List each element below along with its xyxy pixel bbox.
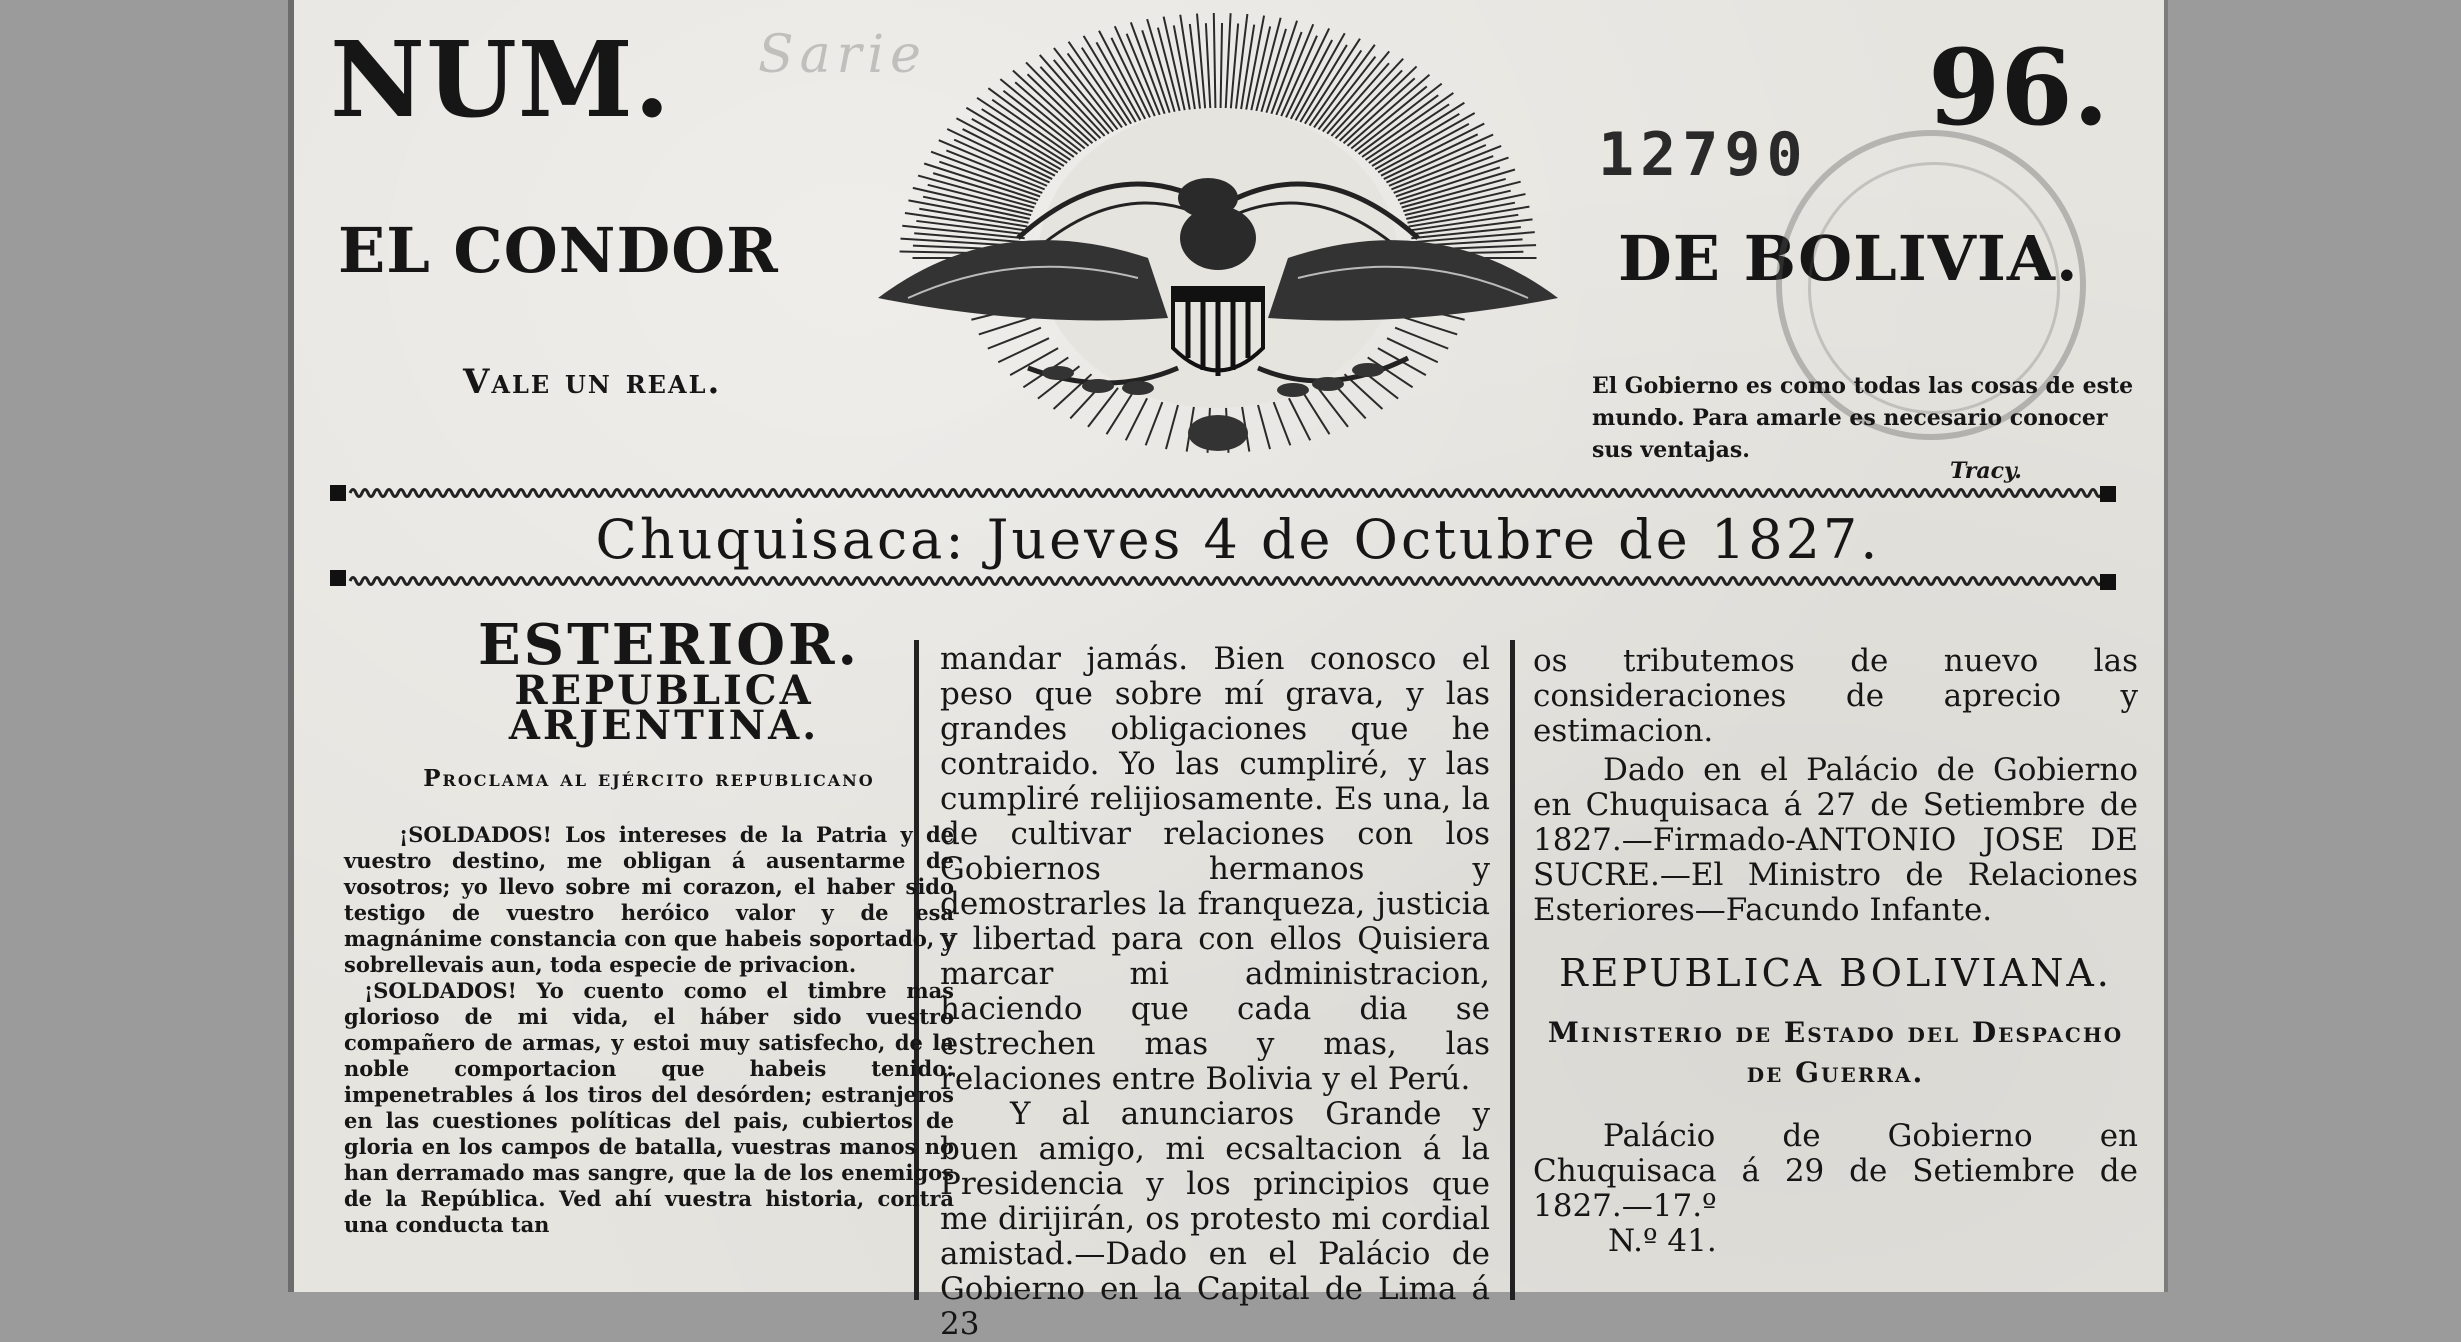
- column-separator-2: [1510, 640, 1515, 1300]
- top-decorative-rule: [330, 482, 2120, 502]
- paragraph-1: mandar jamás. Bien conosco el peso que sobre mí grava, y las grandes obligaciones que he contraido. Yo las cumpliré, y las cumpliré relijiosamente. Es una, la de cultivar relaciones con los Gobiernos hermanos y demostrarles la franqueza, justicia y libertad para con ellos Quisiera marcar mi administracion, haciendo que cada dia se estrechen mas y mas, las relaciones entre Bolivia y el Perú.: [940, 641, 1490, 1097]
- dado-paragraph: Dado en el Palácio de Gobierno en Chuquisaca á 27 de Setiembre de 1827.—Firmado-ANTONIO JOSE DE SUCRE.—El Ministro de Relaciones Esteriores—Facundo Infante.: [1533, 752, 2138, 928]
- condor-emblem-icon: [848, 8, 1588, 468]
- column-2: [940, 642, 1490, 1342]
- paragraph-2: ¡SOLDADOS! Yo cuento como el timbre mas glorioso de mi vida, el háber sido vuestro compañero de armas, y estoi muy satisfecho, de la noble comportacion que habeis tenido: impenetrables á los tiros del desórden; estranjeros en las cuestiones políticas del pais, cubiertos de gloria en los campos de batalla, vuestras manos no han derramado mas sangre, que la de los enemigos de la República. Ved ahí vuestra historia, contra una conducta tan: [344, 978, 954, 1237]
- subheading-republica-arjentina: REPUBLICA ARJENTINA.: [508, 667, 820, 749]
- bottom-decorative-rule: [330, 570, 2120, 590]
- proclama-heading: Proclama al ejército republicano: [423, 765, 875, 792]
- handwritten-number: 12790: [1598, 120, 1809, 190]
- column-1: [344, 612, 954, 1238]
- faint-handwriting: Sarie: [758, 25, 927, 85]
- palacio-paragraph: Palácio de Gobierno en Chuquisaca á 29 de Setiembre de 1827.—17.º: [1533, 1118, 2138, 1224]
- heading-republica-boliviana: REPUBLICA BOLIVIANA.: [1559, 951, 2112, 995]
- num-label: NUM.: [330, 18, 672, 141]
- price-label: Vale un real.: [463, 362, 722, 402]
- issue-number: 96.: [1928, 26, 2109, 149]
- newspaper-page: [288, 0, 2168, 1342]
- epigraph-quote: El Gobierno es como todas las cosas de este mundo. Para amarle es necesario conocer sus ventajas.: [1592, 373, 2134, 463]
- decree-number: N.º 41.: [1608, 1223, 1717, 1259]
- section-heading-esterior: ESTERIOR.: [477, 612, 861, 678]
- column-3: [1533, 644, 2138, 1259]
- title-right: DE BOLIVIA.: [1618, 222, 2079, 295]
- paragraph-1: ¡SOLDADOS! Los intereses de la Patria y de vuestro destino, me obligan á ausentarme de vosotros; yo llevo sobre mi corazon, el haber sido testigo de vuestro heróico valor y de esa magnánime constancia con que habeis soportado, y sobrellevais aun, toda especie de privacion.: [344, 822, 954, 977]
- title-left: EL CONDOR: [338, 214, 779, 287]
- paragraph-2: Y al anunciaros Grande y buen amigo, mi ecsaltacion á la Presidencia y los principios que me dirijirán, os protesto mi cordial amistad.—Dado en el Palácio de Gobierno en la Capital de Lima á 23: [940, 1096, 1490, 1342]
- intro-paragraph: os tributemos de nuevo las consideraciones de aprecio y estimacion.: [1533, 643, 2138, 749]
- dateline: Chuquisaca: Jueves 4 de Octubre de 1827.: [595, 508, 1881, 571]
- epigraph-author: Tracy.: [1950, 458, 2022, 484]
- ministry-heading: Ministerio de Estado del Despacho de Guerra.: [1547, 1016, 2124, 1089]
